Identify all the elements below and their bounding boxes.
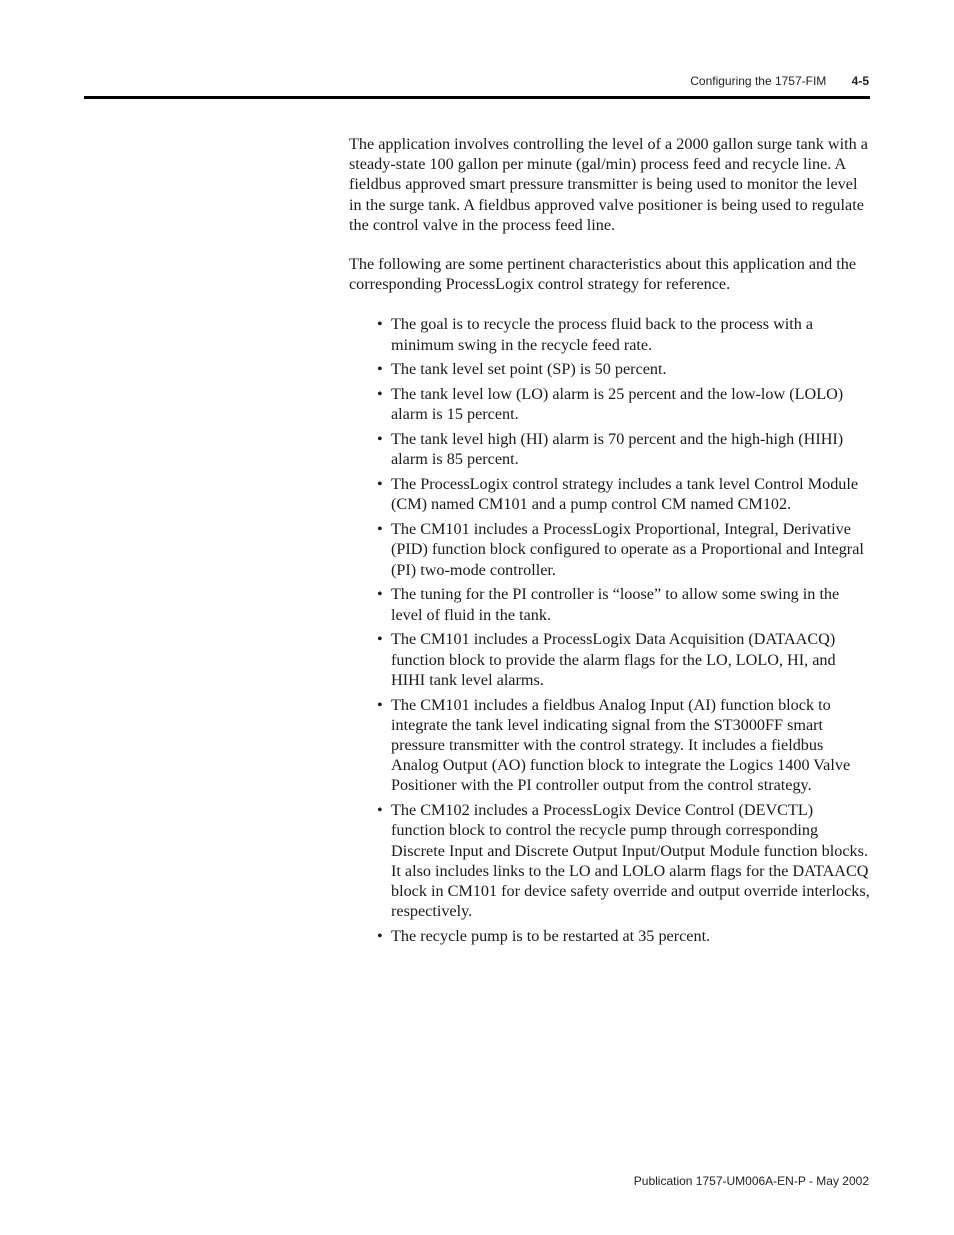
bullet-glyph: • [377,801,383,820]
body-content [349,134,871,951]
characteristics-list [349,314,871,946]
bullet-glyph: • [377,385,383,404]
characteristics-paragraph: The following are some pertinent characteristics about this application and the corresponding ProcessLogix control strategy for reference. [349,255,857,294]
bullet-glyph: • [377,630,383,649]
list-item [377,584,871,624]
chapter-title: Configuring the 1757-FIM [690,74,827,88]
list-item [377,474,871,514]
list-item-text: The goal is to recycle the process fluid back to the process with a minimum swing in the recycle feed rate. [391,315,814,354]
bullet-glyph: • [377,315,383,334]
list-item [377,314,871,354]
list-item [377,695,871,796]
list-item [377,429,871,469]
bullet-glyph: • [377,585,383,604]
list-item-text: The CM102 includes a ProcessLogix Device Control (DEVCTL) function block to control the recycle pump through corresponding Discrete Input and Discrete Output Input/Output Module function blocks. It also includes links to the LO and LOLO alarm flags for the DATAACQ block in CM101 for device safety override and output override interlocks, respectively. [391,801,870,921]
bullet-glyph: • [377,360,383,379]
bullet-glyph: • [377,927,383,946]
list-item [377,926,871,946]
list-item [377,359,871,379]
page-number: 4-5 [851,74,869,88]
bullet-glyph: • [377,475,383,494]
list-item-text: The tuning for the PI controller is “loose” to allow some swing in the level of fluid in the tank. [391,585,840,624]
list-item-text: The ProcessLogix control strategy includes a tank level Control Module (CM) named CM101 and a pump control CM named CM102. [391,475,859,514]
intro-paragraph: The application involves controlling the level of a 2000 gallon surge tank with a steady-state 100 gallon per minute (gal/min) process feed and recycle line. A fieldbus approved smart pressure transmitter is being used to monitor the level in the surge tank. A fieldbus approved valve positioner is being used to regulate the control valve in the process feed line. [349,135,868,234]
publication-footer: Publication 1757-UM006A-EN-P - May 2002 [633,1174,869,1188]
list-item-text: The tank level high (HI) alarm is 70 percent and the high-high (HIHI) alarm is 85 percent. [391,430,844,469]
list-item [377,800,871,921]
list-item-text: The CM101 includes a fieldbus Analog Input (AI) function block to integrate the tank level indicating signal from the ST3000FF smart pressure transmitter with the control strategy. It includes a fieldbus Analog Output (AO) function block to integrate the Logics 1400 Valve Positioner with the PI controller output from the control strategy. [391,695,851,795]
list-item-text: The recycle pump is to be restarted at 35 percent. [391,927,711,946]
list-item-text: The tank level low (LO) alarm is 25 percent and the low-low (LOLO) alarm is 15 percent. [391,385,844,424]
bullet-glyph: • [377,520,383,539]
list-item [377,384,871,424]
list-item-text: The CM101 includes a ProcessLogix Data Acquisition (DATAACQ) function block to provide the alarm flags for the LO, LOLO, HI, and HIHI tank level alarms. [391,630,836,689]
bullet-glyph: • [377,695,383,714]
bullet-glyph: • [377,430,383,449]
page-header [690,74,869,88]
list-item-text: The tank level set point (SP) is 50 percent. [391,360,667,379]
list-item-text: The CM101 includes a ProcessLogix Proportional, Integral, Derivative (PID) function block configured to operate as a Proportional and Integral (PI) two-mode controller. [391,520,864,579]
header-rule [84,96,870,99]
list-item [377,629,871,690]
list-item [377,519,871,580]
